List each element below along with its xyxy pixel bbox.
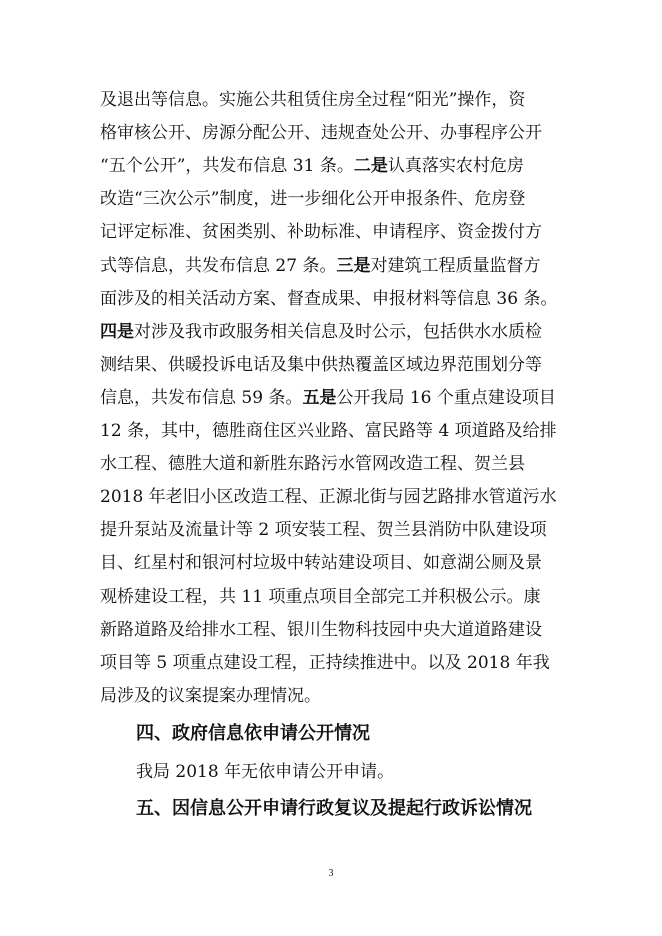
paragraph-line <box>100 618 568 642</box>
paragraph-line <box>100 651 568 675</box>
line-text: 式等信息，共发布信息 27 条。 <box>100 255 337 276</box>
bold-lead-text: 三是 <box>336 255 371 276</box>
paragraph-line <box>100 353 568 377</box>
paragraph-line <box>100 320 568 344</box>
paragraph-line <box>100 287 568 311</box>
line-text: 项目等 5 项重点建设工程，正持续推进中。以及 2018 年我 <box>100 652 550 673</box>
line-text: 局涉及的议案提案办理情况。 <box>100 685 321 706</box>
paragraph-line <box>100 121 568 145</box>
line-text: 改造“三次公示”制度，进一步细化公开申报条件、危房登 <box>100 189 526 210</box>
line-text: 面涉及的相关活动方案、督查成果、申报材料等信息 36 条。 <box>100 288 558 309</box>
paragraph-line <box>100 220 568 244</box>
line-text: 公开我局 16 个重点建设项目 <box>336 387 556 408</box>
paragraph-line <box>100 154 568 178</box>
paragraph-line <box>100 452 568 476</box>
line-text: 及退出等信息。实施公共租赁住房全过程“阳光”操作，资 <box>100 90 526 110</box>
page-number: 3 <box>328 868 334 879</box>
bold-lead-text: 四是 <box>100 321 134 342</box>
line-text: 记评定标准、贫困类别、补助标准、申请程序、资金拨付方 <box>100 222 542 243</box>
line-text: 目、红星村和银河村垃圾中转站建设项目、如意湖公厕及景 <box>100 553 542 574</box>
line-text: 对建筑工程质量监督方 <box>370 255 541 276</box>
line-text: 对涉及我市政服务相关信息及时公示，包括供水水质检 <box>134 321 542 342</box>
line-text: 信息，共发布信息 59 条。 <box>100 387 303 408</box>
line-text: 水工程、德胜大道和新胜东路污水管网改造工程、贺兰县 <box>100 454 525 475</box>
paragraph-line <box>100 386 568 410</box>
line-text: 提升泵站及流量计等 2 项安装工程、贺兰县消防中队建设项 <box>100 520 547 541</box>
paragraph-line <box>100 419 568 443</box>
paragraph-line <box>100 485 568 509</box>
section-heading-4: 四、政府信息依申请公开情况 <box>136 723 370 744</box>
paragraph-line <box>100 551 568 575</box>
paragraph-line <box>100 254 568 278</box>
paragraph-line <box>100 187 568 211</box>
line-text: 认真落实农村危房 <box>387 156 524 177</box>
line-text: 格审核公开、房源分配公开、违规查处公开、办事程序公开 <box>100 123 542 144</box>
line-text: 新路道路及给排水工程、银川生物科技园中央大道道路建设 <box>100 619 542 640</box>
paragraph-line <box>100 88 568 112</box>
line-text: 12 条，其中，德胜商住区兴业路、富民路等 4 项道路及给排 <box>100 421 557 441</box>
paragraph-line <box>100 585 568 609</box>
paragraph-line <box>100 684 568 708</box>
paragraph-line <box>100 518 568 542</box>
line-text: 2018 年老旧小区改造工程、正源北街与园艺路排水管道污水 <box>100 487 557 508</box>
bold-lead-text: 五是 <box>302 387 337 408</box>
bold-lead-text: 二是 <box>353 156 388 177</box>
section-4-text: 我局 2018 年无依申请公开申请。 <box>136 762 395 782</box>
line-text: 观桥建设工程，共 11 项重点项目全部完工并积极公示。康 <box>100 586 541 607</box>
section-heading-5: 五、因信息公开申请行政复议及提起行政诉讼情况 <box>136 798 532 819</box>
line-text: 测结果、供暖投诉电话及集中供热覆盖区域边界范围划分等 <box>100 354 542 375</box>
line-text: “五个公开”，共发布信息 31 条。 <box>100 156 354 177</box>
